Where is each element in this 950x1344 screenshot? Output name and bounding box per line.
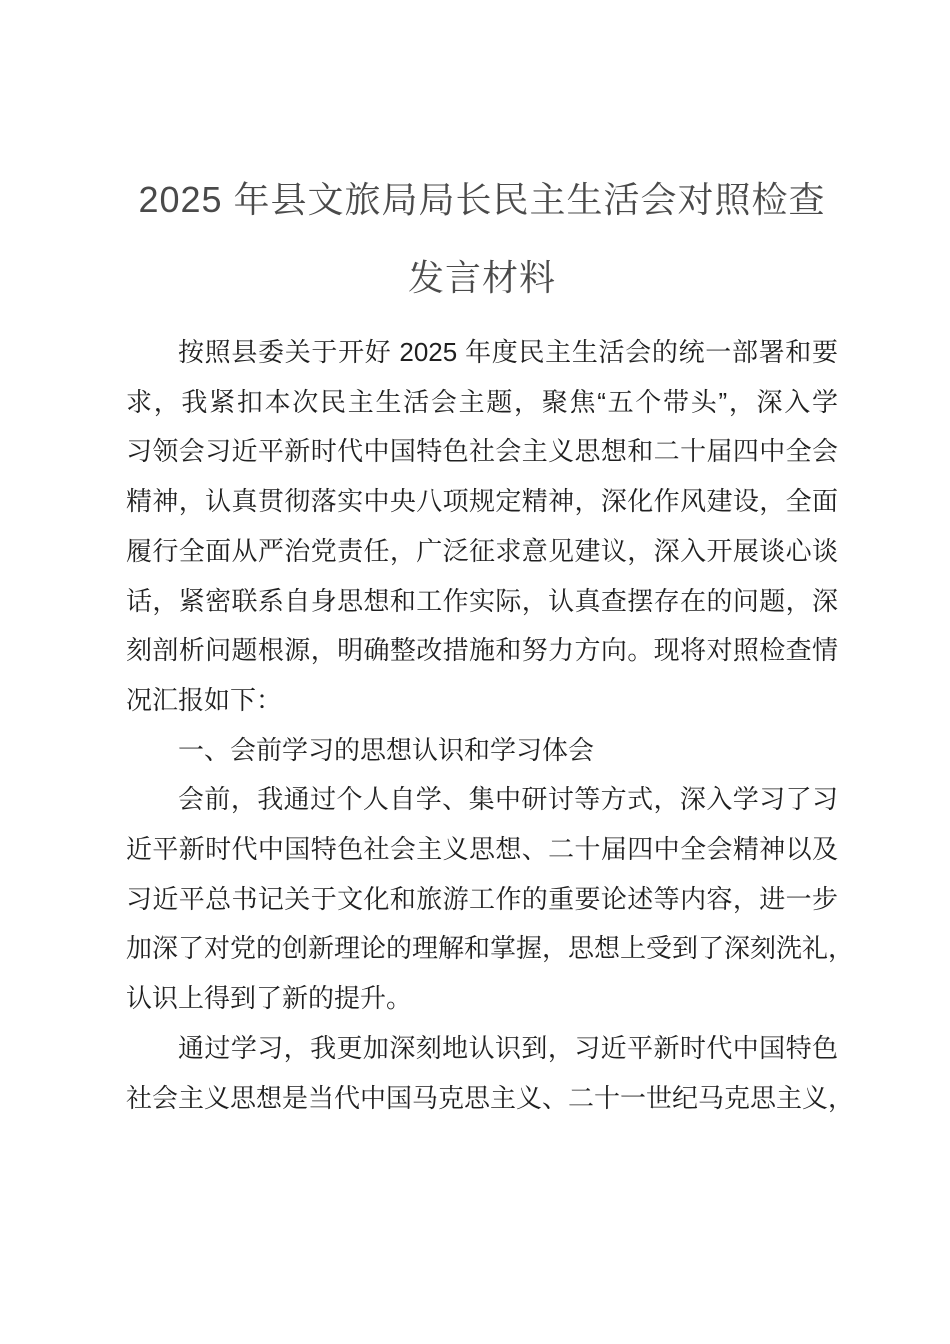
document-title — [126, 0, 838, 317]
title-line: 2025 年县文旅局局长民主生活会对照检查 — [138, 179, 826, 220]
paragraph-line: 习领会习近平新时代中国特色社会主义思想和二十届四中全会 — [126, 436, 838, 467]
paragraph-line: 近平新时代中国特色社会主义思想、二十届四中全会精神以及 — [126, 834, 838, 865]
paragraph-line: 通过学习，我更加深刻地认识到，习近平新时代中国特色 — [178, 1032, 838, 1063]
section-heading-line: 一、会前学习的思想认识和学习体会 — [178, 734, 595, 765]
title-line: 发言材料 — [407, 257, 556, 298]
paragraph-line: 社会主义思想是当代中国马克思主义、二十一世纪马克思主义， — [126, 1082, 855, 1113]
document-body — [126, 328, 855, 1123]
paragraph-line: 按照县委关于开好 2025 年度民主生活会的统一部署和要 — [178, 337, 838, 367]
paragraph-line: 刻剖析问题根源，明确整改措施和努力方向。现将对照检查情 — [126, 635, 838, 666]
paragraph-line: 履行全面从严治党责任，广泛征求意见建议，深入开展谈心谈 — [126, 535, 838, 566]
paragraph-line: 加深了对党的创新理论的理解和掌握，思想上受到了深刻洗礼， — [126, 933, 855, 964]
paragraph-line: 况汇报如下： — [126, 684, 283, 715]
paragraph-line: 话，紧密联系自身思想和工作实际，认真查摆存在的问题，深 — [126, 585, 838, 616]
document-content — [126, 0, 855, 1123]
paragraph-line: 精神，认真贯彻落实中央八项规定精神，深化作风建设，全面 — [126, 486, 838, 517]
paragraph-line: 求，我紧扣本次民主生活会主题，聚焦“五个带头”，深入学 — [126, 386, 838, 417]
paragraph-line: 认识上得到了新的提升。 — [126, 983, 413, 1014]
paragraph-line: 会前，我通过个人自学、集中研讨等方式，深入学习了习 — [178, 784, 838, 815]
paragraph-line: 习近平总书记关于文化和旅游工作的重要论述等内容，进一步 — [126, 883, 838, 914]
